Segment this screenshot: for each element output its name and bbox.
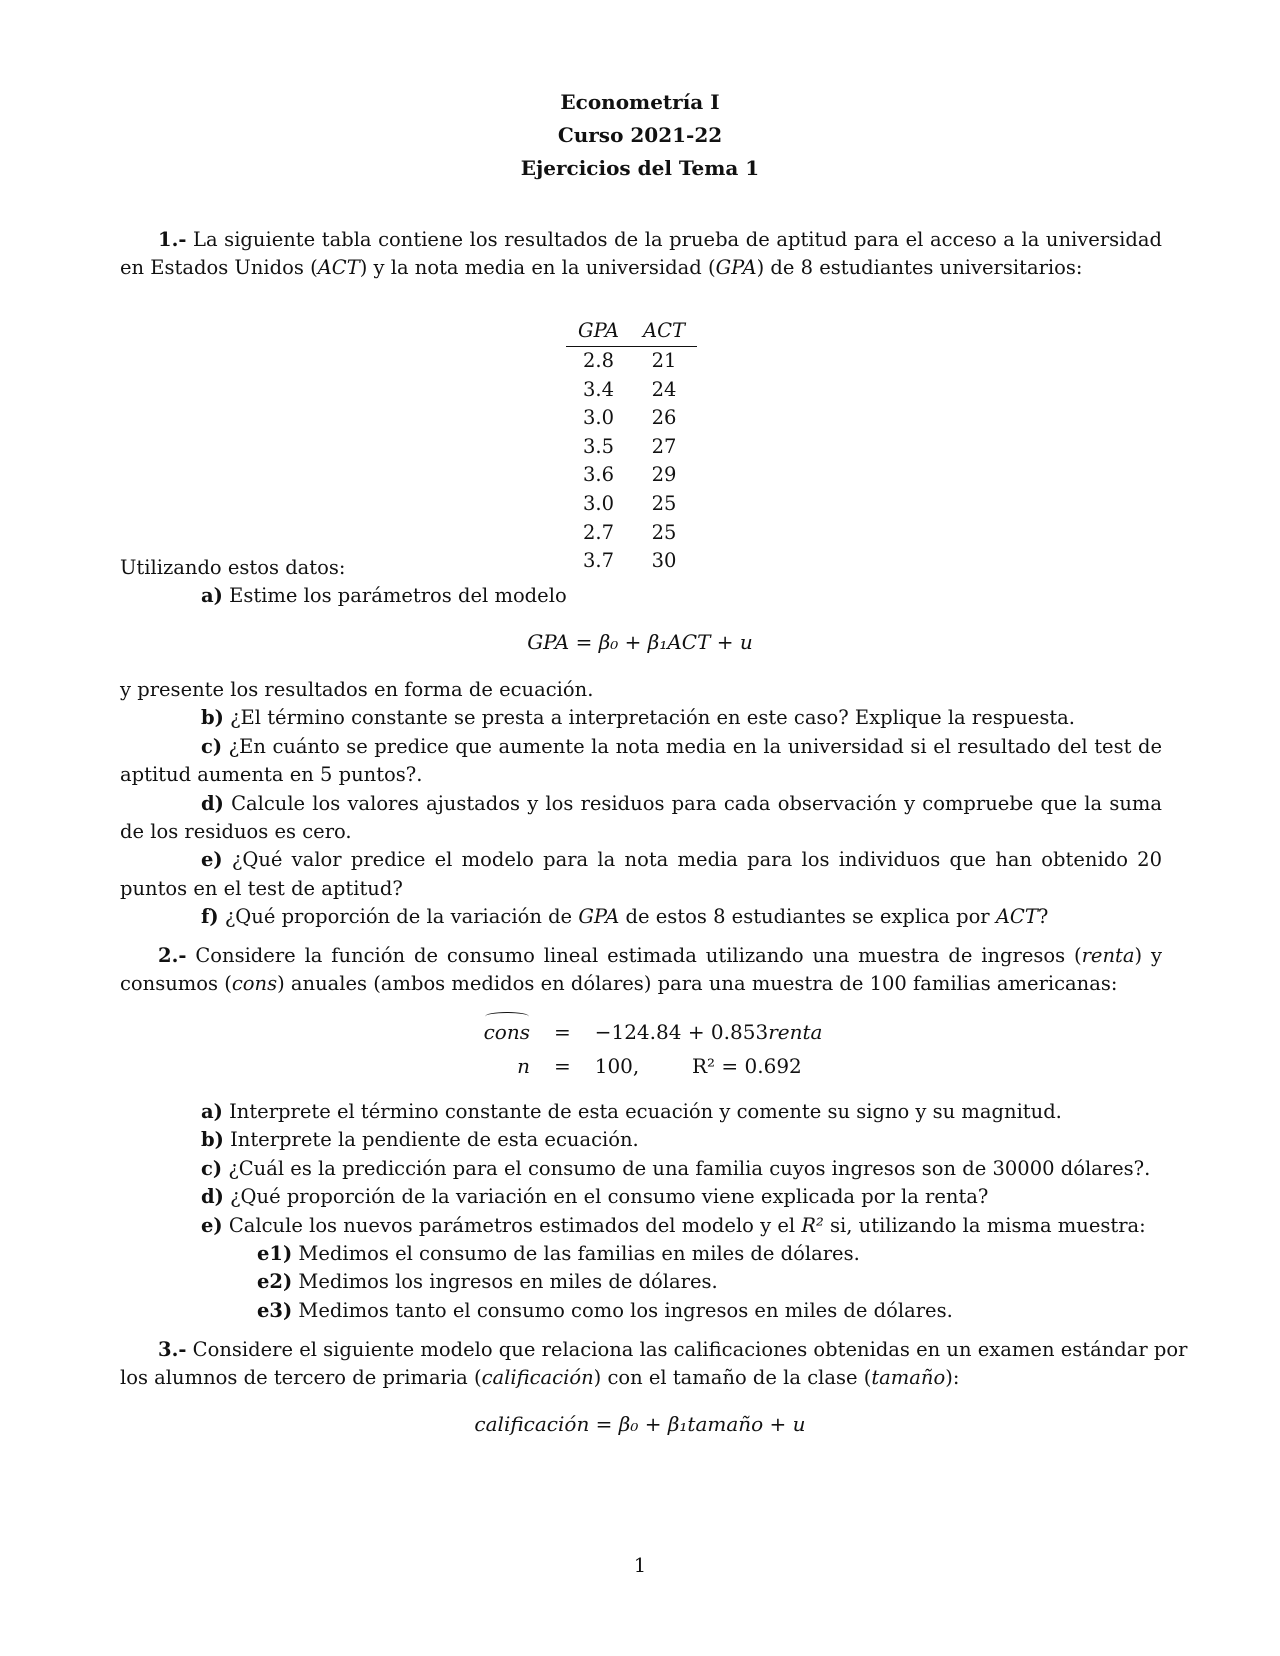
question-2e: e) Calcule los nuevos parámetros estimados del modelo y el R² si, utilizando la misma muestra: bbox=[201, 1213, 1146, 1237]
table-row: 3.0 25 bbox=[582, 491, 677, 515]
exercise-1-questions: y presente los resultados en forma de ecuación. b) ¿El término constante se presta a interpretación en este caso? Explique la respuesta. c) ¿En cuánto se predice que aumente la nota media en la universidad si el resultado del test de aptitud aumenta en 5 puntos?. d) Calcule los valores ajustados y los residuos para cada observación y compruebe que la suma de los residuos es cero. e) ¿Qué valor predice el modelo para la nota media para los individuos que han obtenido 20 puntos en el test de aptitud? f) ¿Qué proporción de la variación de GPA de estos 8 estudiantes se explica por ACT? bbox=[120, 676, 1162, 932]
question-1b: b) ¿El término constante se presta a interpretación en este caso? Explique la respuesta. bbox=[201, 706, 1075, 730]
table-row: 3.7 30 bbox=[582, 549, 677, 573]
exercise-2-intro: 2.- Considere la función de consumo lineal estimada utilizando una muestra de ingresos (renta) y consumos (cons) anuales (ambos medidos en dólares) para una muestra de 100 familias americanas: bbox=[120, 944, 1163, 996]
exercise-1-model-equation: GPA = β₀ + β₁ACT + u bbox=[527, 630, 753, 654]
exercise-3-model-equation: calificación = β₀ + β₁tamaño + u bbox=[474, 1412, 806, 1436]
question-1c: c) ¿En cuánto se predice que aumente la nota media en la universidad si el resultado del test de bbox=[201, 734, 1162, 758]
question-1f: f) ¿Qué proporción de la variación de GPA de estos 8 estudiantes se explica por ACT? bbox=[201, 905, 1049, 929]
question-2d: d) ¿Qué proporción de la variación en el consumo viene explicada por la renta? bbox=[201, 1185, 989, 1209]
table-header-row bbox=[566, 316, 697, 347]
question-2e2: e2) Medimos los ingresos en miles de dólares. bbox=[257, 1270, 718, 1294]
table-header-gpa: GPA bbox=[566, 316, 631, 347]
exercise-3-intro: 3.- Considere el siguiente modelo que relaciona las calificaciones obtenidas en un examen estándar por los alumnos de tercero de primaria (calificación) con el tamaño de la clase (tamaño): bbox=[120, 1338, 1188, 1390]
exercise-2-number: 2.- bbox=[158, 944, 187, 967]
consumption-equation: cons = −124.84 + 0.853renta n = 100, R² = 0.692 bbox=[466, 1015, 822, 1083]
question-2e1: e1) Medimos el consumo de las familias en miles de dólares. bbox=[257, 1242, 860, 1266]
page-number: 1 bbox=[633, 1554, 647, 1577]
course-year: Curso 2021-22 bbox=[557, 123, 723, 147]
exercise-2-questions bbox=[120, 1098, 1162, 1325]
course-title: Econometría I bbox=[560, 90, 720, 114]
table-row: 3.6 29 bbox=[582, 463, 677, 487]
table-row: 2.7 25 bbox=[582, 520, 677, 544]
exercise-1-intro: 1.- La siguiente tabla contiene los resultados de la prueba de aptitud para el acceso a la universidad en Estados Unidos (ACT) y la nota media en la universidad (GPA) de 8 estudiantes universitarios: bbox=[120, 228, 1162, 280]
exercise-set-title: Ejercicios del Tema 1 bbox=[520, 156, 760, 180]
question-2a: a) Interprete el término constante de esta ecuación y comente su signo y su magnitud. bbox=[201, 1100, 1062, 1123]
question-2b: b) Interprete la pendiente de esta ecuación. bbox=[201, 1128, 639, 1152]
cons-hat: cons bbox=[484, 1015, 530, 1049]
question-1e: e) ¿Qué valor predice el modelo para la nota media para los individuos que han obtenido 20 bbox=[201, 848, 1162, 872]
question-1d: d) Calcule los valores ajustados y los residuos para cada observación y compruebe que la suma bbox=[201, 791, 1163, 815]
table-row: 2.8 21 bbox=[582, 349, 677, 372]
exercise-3-number: 3.- bbox=[158, 1338, 187, 1361]
table-row: 3.5 27 bbox=[582, 434, 677, 458]
question-2e3: e3) Medimos tanto el consumo como los ingresos en miles de dólares. bbox=[257, 1298, 953, 1322]
table-header-act: ACT bbox=[631, 316, 697, 347]
table-row: 3.4 24 bbox=[582, 377, 677, 401]
gpa-act-table bbox=[566, 316, 697, 576]
exercise-1-using: Utilizando estos datos: a) Estime los parámetros del modelo bbox=[120, 556, 567, 608]
exercise-1-number: 1.- bbox=[158, 228, 187, 251]
question-2c: c) ¿Cuál es la predicción para el consumo de una familia cuyos ingresos son de 30000 dólares?. bbox=[201, 1156, 1151, 1180]
table-row: 3.0 26 bbox=[582, 406, 677, 430]
